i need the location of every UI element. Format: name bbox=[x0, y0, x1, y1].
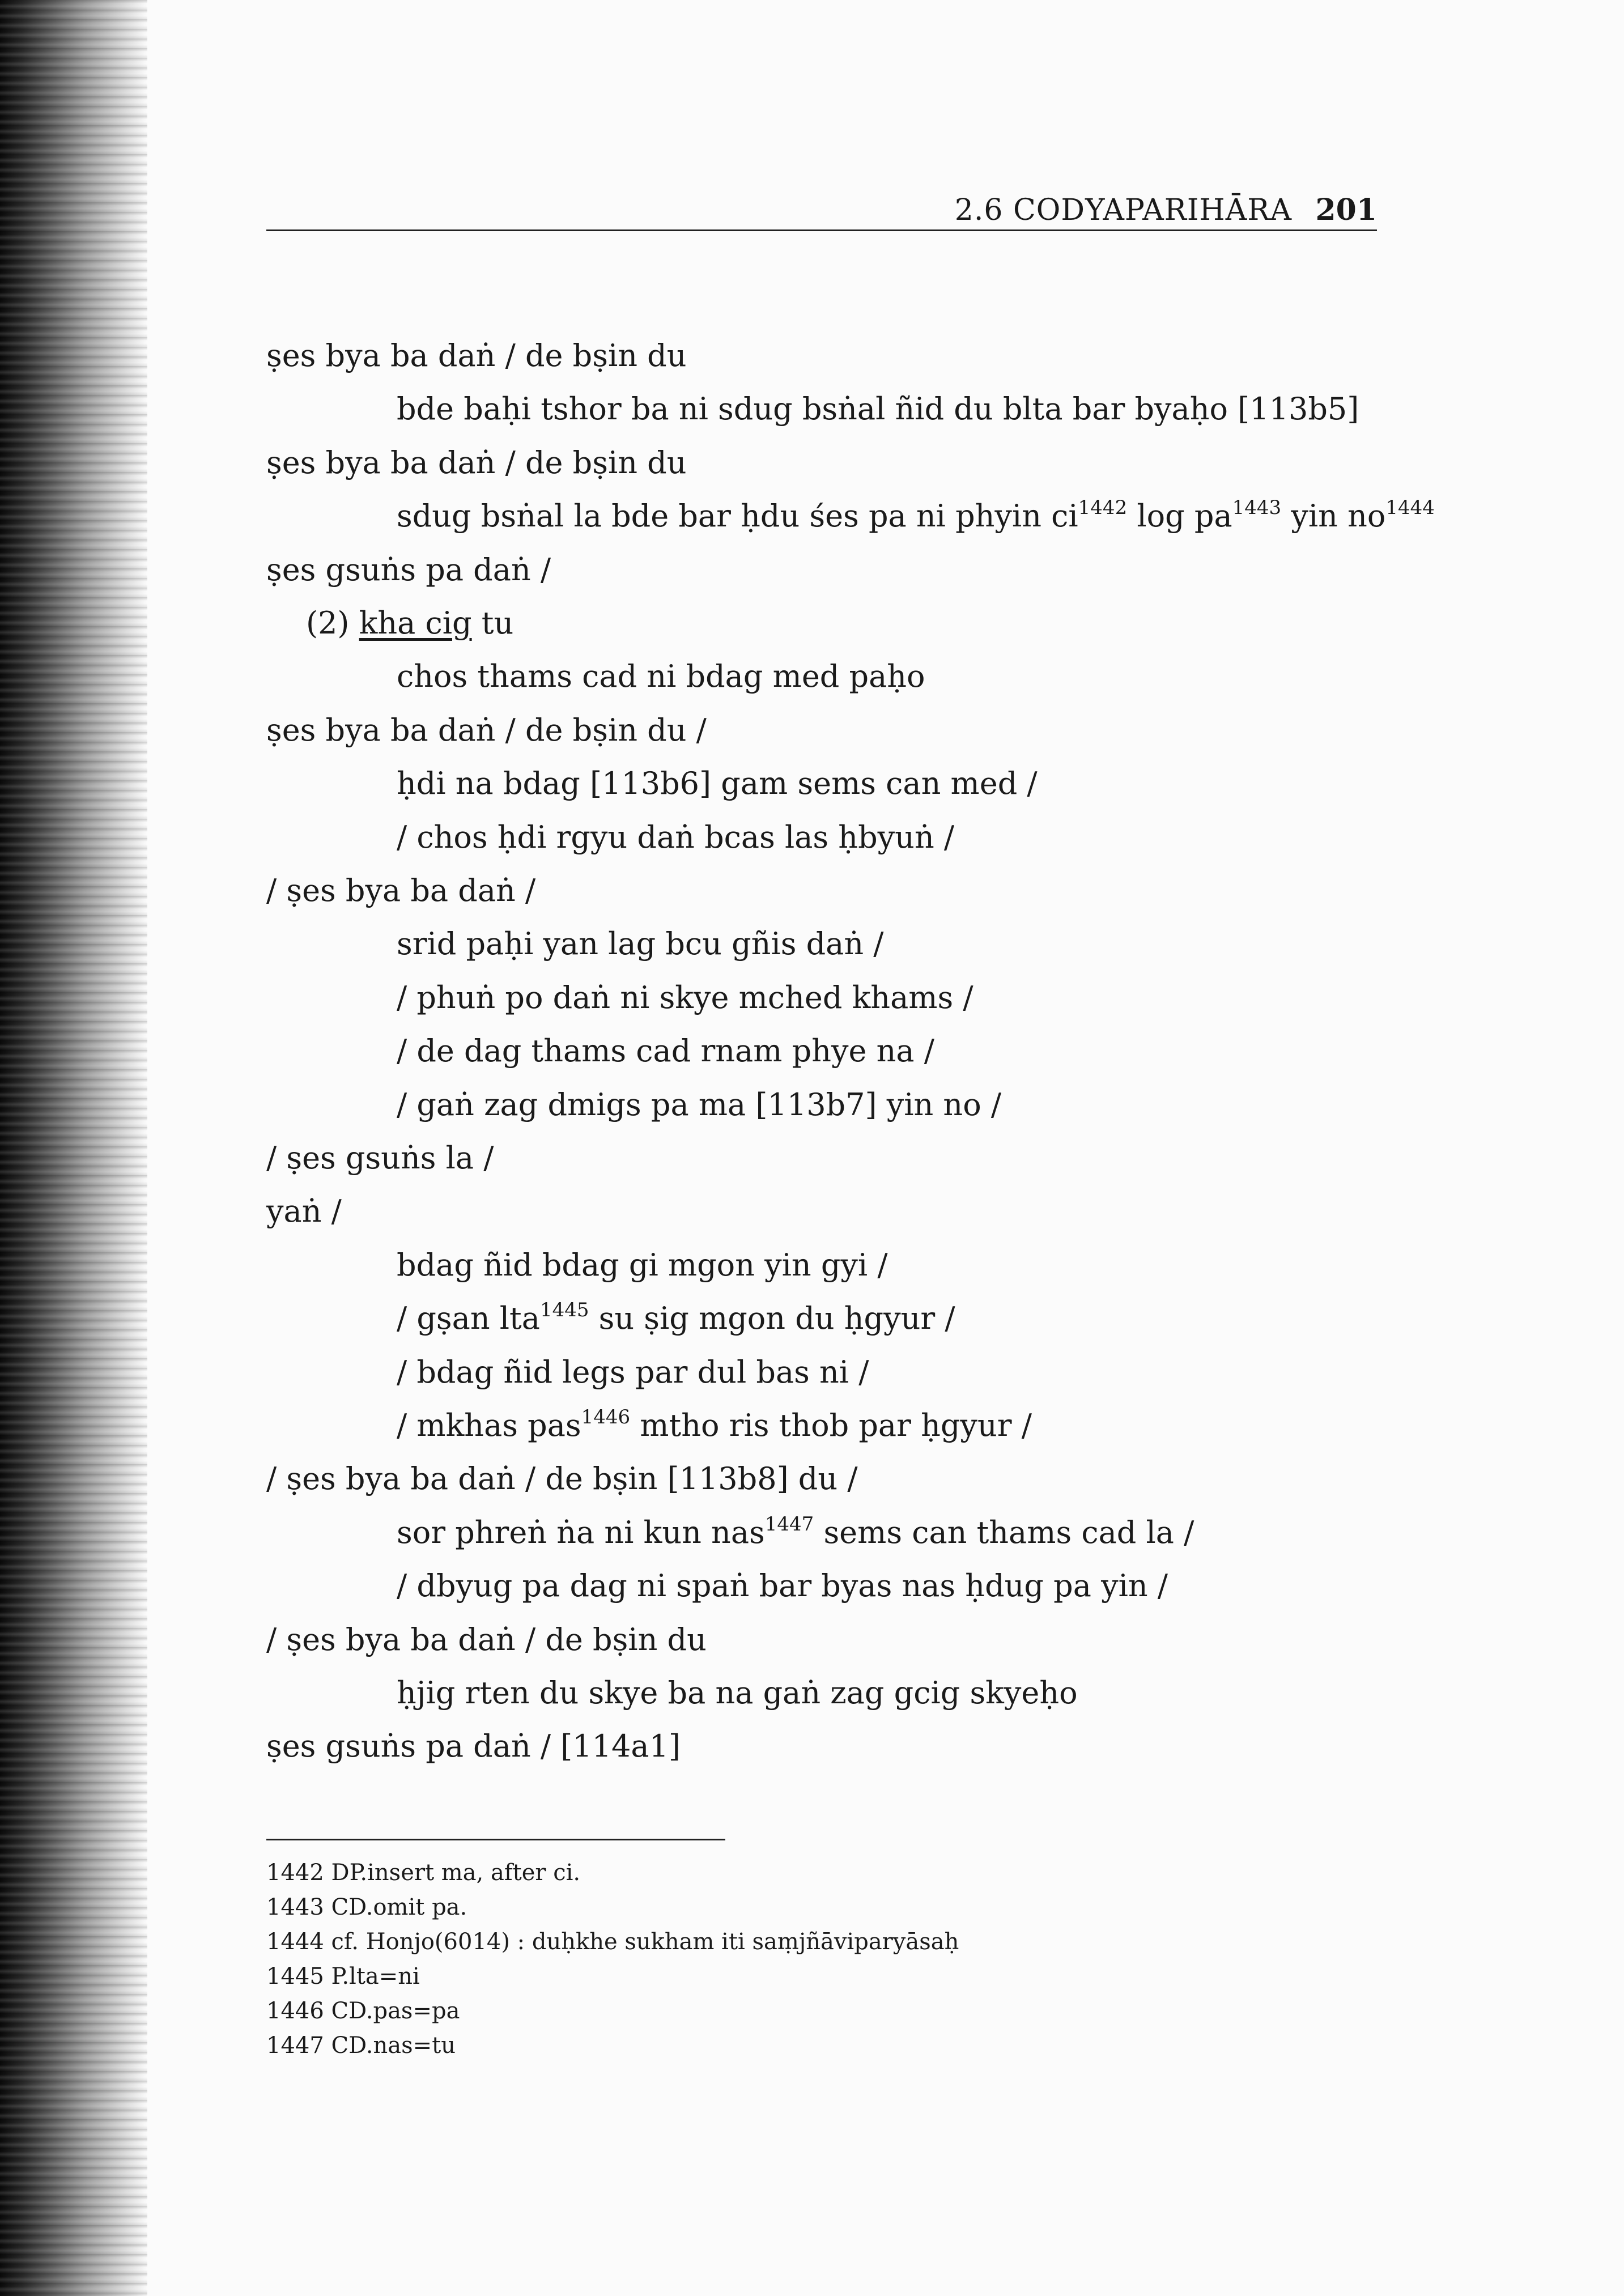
text-segment: / mkhas pas bbox=[397, 1408, 581, 1443]
text-line: / phuṅ po daṅ ni skye mched khams / bbox=[397, 979, 973, 1015]
text-line bbox=[266, 496, 1435, 534]
text-line: ḥdi na bdag [113b6] gam sems can med / bbox=[397, 766, 1038, 802]
text-segment: mtho ris thob par ḥgyur / bbox=[630, 1408, 1032, 1443]
underlined-phrase: kha cig bbox=[359, 605, 472, 641]
text-line: / ṣes bya ba daṅ / de bṣin [113b8] du / bbox=[266, 1461, 858, 1497]
text-line: / ṣes bya ba daṅ / de bṣin du bbox=[266, 1621, 707, 1657]
running-header bbox=[266, 195, 1377, 231]
text-line bbox=[266, 1406, 1032, 1443]
footnote-ref: 1443 bbox=[1232, 496, 1282, 520]
text-segment: sdug bsṅal la bde bar ḥdu śes pa ni phyin ci bbox=[397, 498, 1078, 534]
footnote: 1442 DP.insert ma, after ci. bbox=[266, 1860, 581, 1886]
footnote-ref: 1447 bbox=[764, 1512, 814, 1536]
text-segment: sems can thams cad la / bbox=[814, 1514, 1194, 1550]
footnote-ref: 1444 bbox=[1385, 496, 1435, 520]
text-line: yaṅ / bbox=[266, 1193, 342, 1230]
text-segment: su ṣig mgon du ḥgyur / bbox=[589, 1300, 955, 1337]
text-line: ṣes gsuṅs pa daṅ / bbox=[266, 551, 551, 588]
text-line: ṣes bya ba daṅ / de bṣin du bbox=[266, 338, 687, 373]
text-line: chos thams cad ni bdag med paḥo bbox=[397, 658, 925, 695]
text-line bbox=[266, 606, 513, 640]
text-line: bdag ñid bdag gi mgon yin gyi / bbox=[397, 1247, 888, 1283]
text-line: srid paḥi yan lag bcu gñis daṅ / bbox=[397, 926, 884, 962]
text-segment: / gṣan lta bbox=[397, 1300, 540, 1337]
footnote: 1445 P.lta=ni bbox=[266, 1963, 420, 1989]
text-line bbox=[266, 1512, 1194, 1550]
footnote: 1444 cf. Honjo(6014) : duḥkhe sukham iti saṃjñāviparyāsaḥ bbox=[266, 1929, 959, 1955]
text-line: / de dag thams cad rnam phye na / bbox=[397, 1033, 934, 1069]
text-line: / gaṅ zag dmigs pa ma [113b7] yin no / bbox=[397, 1086, 1002, 1123]
text-line: ṣes bya ba daṅ / de bṣin du / bbox=[266, 712, 707, 748]
text-segment: log pa bbox=[1127, 498, 1232, 534]
text-segment: yin no bbox=[1281, 498, 1386, 534]
page-number: 201 bbox=[1315, 193, 1377, 227]
footnote: 1443 CD.omit pa. bbox=[266, 1894, 467, 1920]
text-segment: sor phreṅ ṅa ni kun nas bbox=[397, 1514, 765, 1550]
text-line: ṣes gsuṅs pa daṅ / [114a1] bbox=[266, 1728, 681, 1764]
text-line: / dbyug pa dag ni spaṅ bar byas nas ḥdug pa yin / bbox=[397, 1568, 1168, 1604]
text-segment: tu bbox=[471, 605, 514, 641]
footnote-ref: 1446 bbox=[581, 1406, 631, 1428]
text-line: bde baḥi tshor ba ni sdug bsṅal ñid du blta bar byaḥo [113b5] bbox=[397, 391, 1359, 427]
text-line: ṣes bya ba daṅ / de bṣin du bbox=[266, 444, 687, 481]
text-segment: (2) bbox=[306, 605, 359, 641]
text-line: / ṣes bya ba daṅ / bbox=[266, 873, 536, 908]
footnote-ref: 1442 bbox=[1078, 496, 1128, 520]
footnote: 1447 CD.nas=tu bbox=[266, 2033, 456, 2059]
footnote-ref: 1445 bbox=[539, 1299, 589, 1322]
text-line: ḥjig rten du skye ba na gaṅ zag gcig skyeḥo bbox=[397, 1675, 1078, 1711]
footnote-rule bbox=[266, 1839, 725, 1840]
text-line: / bdag ñid legs par dul bas ni / bbox=[397, 1354, 869, 1390]
footnote: 1446 CD.pas=pa bbox=[266, 1998, 460, 2024]
running-title: 2.6 CODYAPARIHĀRA bbox=[954, 193, 1292, 227]
text-line: / chos ḥdi rgyu daṅ bcas las ḥbyuṅ / bbox=[397, 819, 955, 855]
text-line bbox=[266, 1299, 955, 1337]
text-line: / ṣes gsuṅs la / bbox=[266, 1140, 494, 1176]
book-spine-shadow bbox=[0, 0, 147, 2296]
